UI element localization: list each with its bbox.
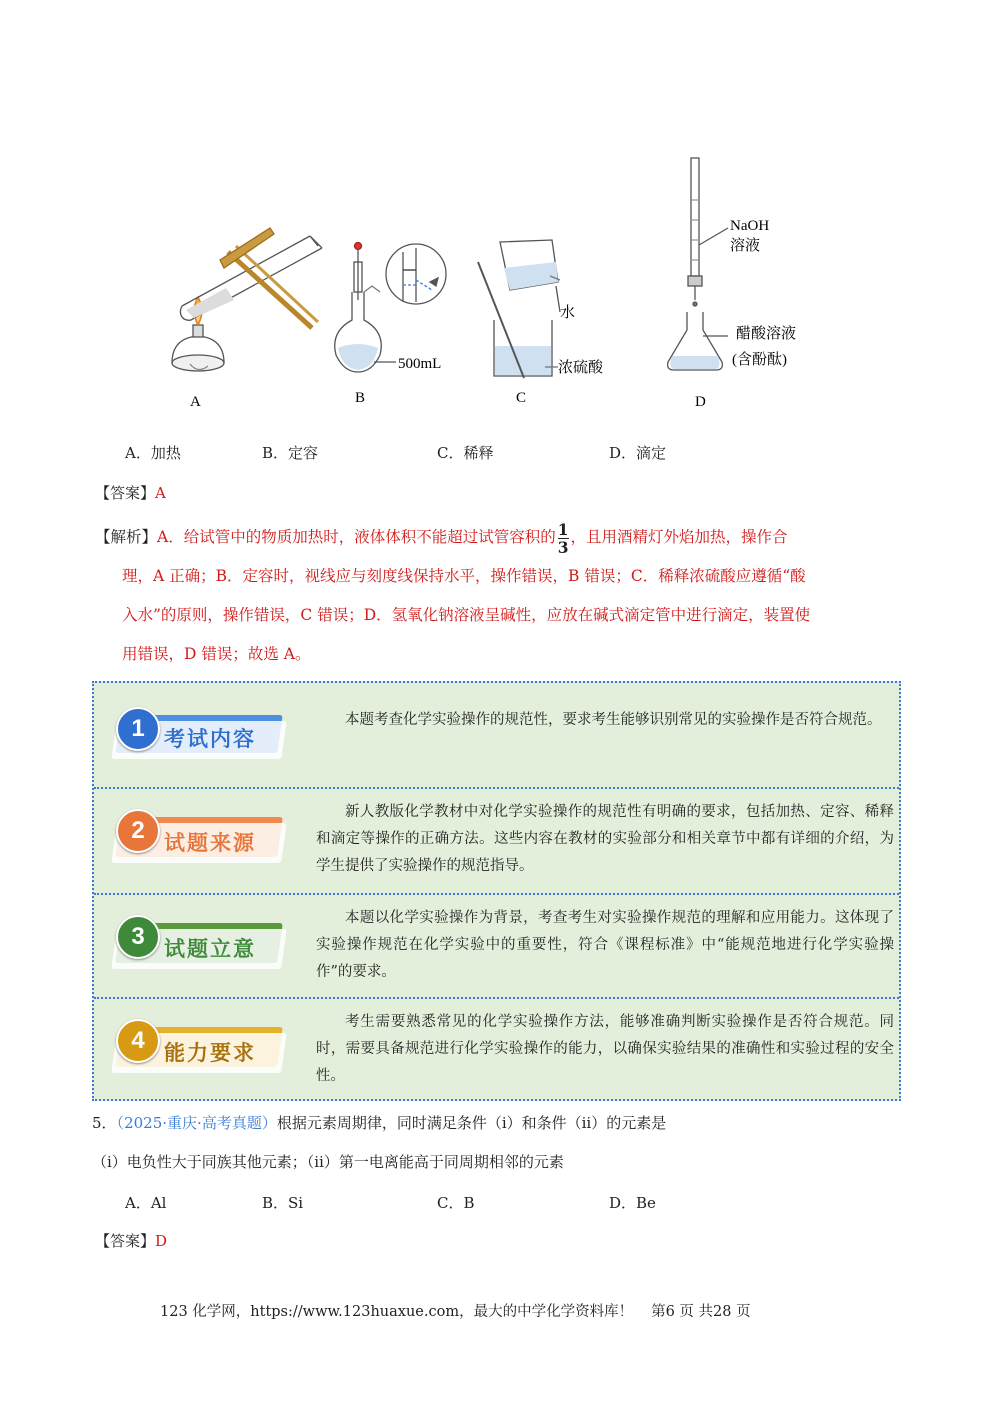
fraction-numerator: 1: [557, 519, 569, 539]
analysis-tag: 【解析】: [95, 528, 158, 546]
badge-number-4: 4: [116, 1019, 160, 1063]
panel-badge-4: [114, 1017, 284, 1079]
q4-answer-line: [95, 482, 166, 503]
q5-number: 5．: [92, 1114, 117, 1132]
badge-title-1: 考试内容: [164, 726, 256, 751]
fraction: [558, 521, 569, 556]
panel-badge-1: [114, 707, 284, 763]
answer-value: D: [155, 1232, 168, 1250]
badge-number-1: 1: [116, 707, 160, 751]
answer-tag: 【答案】: [95, 1232, 156, 1250]
q4-analysis: [95, 518, 900, 674]
figure-c-water: 水: [560, 305, 576, 321]
answer-tag: 【答案】: [95, 484, 156, 502]
badge-title-2: 试题来源: [164, 830, 256, 855]
badge-number-3: 3: [116, 915, 160, 959]
src-close: ）: [261, 1114, 277, 1132]
panel-text-1: 本题考查化学实验操作的规范性，要求考生能够识别常见的实验操作是否符合规范。: [345, 712, 882, 728]
figure-label-a: A: [190, 394, 201, 410]
answer-value: A: [155, 484, 166, 502]
figure-a-heating: [172, 228, 322, 371]
src-kind: 高考真题: [201, 1114, 262, 1132]
panel-badge-2: [114, 807, 284, 869]
figure-label-c: C: [516, 390, 527, 406]
figure-c-acid: 浓硫酸: [558, 360, 604, 376]
analysis-line-2: 理，A 正确；B．定容时，视线应与刻度线保持水平，操作错误，B 错误；C．稀释浓硫酸应遵循“酸: [122, 567, 806, 585]
src-open: （: [116, 1114, 125, 1132]
analysis-panel: [92, 681, 901, 1101]
footer-page: 第6 页 共28 页: [651, 1304, 751, 1320]
panel-text-3: 本题以化学实验操作为背景，考查考生对实验操作规范的理解和应用能力。这体现了实验操作规范在化学实验中的重要性，符合《课程标准》中“能规范地进行化学实验操作”的要求。: [316, 910, 894, 980]
q4-option-c: C．稀释: [437, 444, 494, 462]
q5-conditions: （ⅰ）电负性大于同族其他元素；（ⅱ）第一电离能高于同周期相邻的元素: [92, 1153, 564, 1171]
analysis-line-1b: ，且用酒精灯外焰加热，操作合: [570, 528, 788, 546]
q5-answer-line: [95, 1230, 167, 1251]
q5-option-d: D．Be: [609, 1194, 656, 1212]
q4-option-d: D．滴定: [609, 444, 667, 462]
footer: [160, 1300, 751, 1321]
figure-b-volume: 500mL: [398, 356, 442, 372]
panel-text-2: 新人教版化学教材中对化学实验操作的规范性有明确的要求，包括加热、定容、稀释和滴定等操作的正确方法。这些内容在教材的实验部分和相关章节中都有详细的介绍，为学生提供了实验操作的规范指导。: [316, 804, 894, 874]
src-dot: ·: [162, 1114, 168, 1132]
badge-title-4: 能力要求: [164, 1040, 256, 1065]
panel-row-2: [94, 789, 899, 893]
src-place: 重庆: [167, 1114, 198, 1132]
panel-text-4: 考生需要熟悉常见的化学实验操作方法，能够准确判断实验操作是否符合规范。同时，需要具备规范进行化学实验操作的能力，以确保实验结果的准确性和实验过程的安全性。: [316, 1014, 894, 1084]
apparatus-figure: [160, 150, 820, 420]
figure-d-naoh-2: 溶液: [730, 238, 761, 254]
q5-question: 根据元素周期律，同时满足条件（ⅰ）和条件（ⅱ）的元素是: [276, 1114, 667, 1132]
q5-option-b: B．Si: [262, 1194, 304, 1212]
footer-site: 123 化学网，https://www.123huaxue.com，最大的中学化学资料库！: [160, 1304, 634, 1320]
figure-label-d: D: [695, 394, 706, 410]
figure-label-b: B: [355, 390, 366, 406]
panel-row-4: [94, 999, 899, 1099]
badge-title-3: 试题立意: [164, 936, 256, 961]
q5-source: [117, 1114, 277, 1132]
q4-option-a: A．加热: [125, 444, 181, 462]
figure-b-flask: [335, 243, 446, 373]
panel-row-3: [94, 895, 899, 997]
src-dot2: ·: [197, 1114, 202, 1132]
q5-option-a: A．Al: [125, 1194, 167, 1212]
analysis-line-1a: A．给试管中的物质加热时，液体体积不能超过试管容积的: [157, 528, 556, 546]
fraction-denominator: 3: [557, 537, 569, 557]
panel-badge-3: [114, 913, 284, 975]
figure-d-titration: [668, 158, 728, 370]
badge-number-2: 2: [116, 809, 160, 853]
q5-option-c: C．B: [437, 1194, 475, 1212]
panel-row-1: [94, 683, 899, 787]
figure-c-dilution: [478, 240, 560, 378]
q4-option-b: B．定容: [262, 444, 319, 462]
analysis-line-3: 入水”的原则，操作错误，C 错误；D．氢氧化钠溶液呈碱性，应放在碱式滴定管中进行滴定，装置使: [122, 606, 811, 624]
figure-d-acetic-1: 醋酸溶液: [736, 326, 797, 342]
src-year: 2025: [124, 1114, 163, 1132]
figure-d-acetic-2: (含酚酞): [732, 352, 787, 368]
figure-d-naoh-1: NaOH: [730, 218, 770, 234]
analysis-line-4: 用错误，D 错误；故选 A。: [122, 645, 311, 663]
q5-stem: [92, 1112, 666, 1133]
